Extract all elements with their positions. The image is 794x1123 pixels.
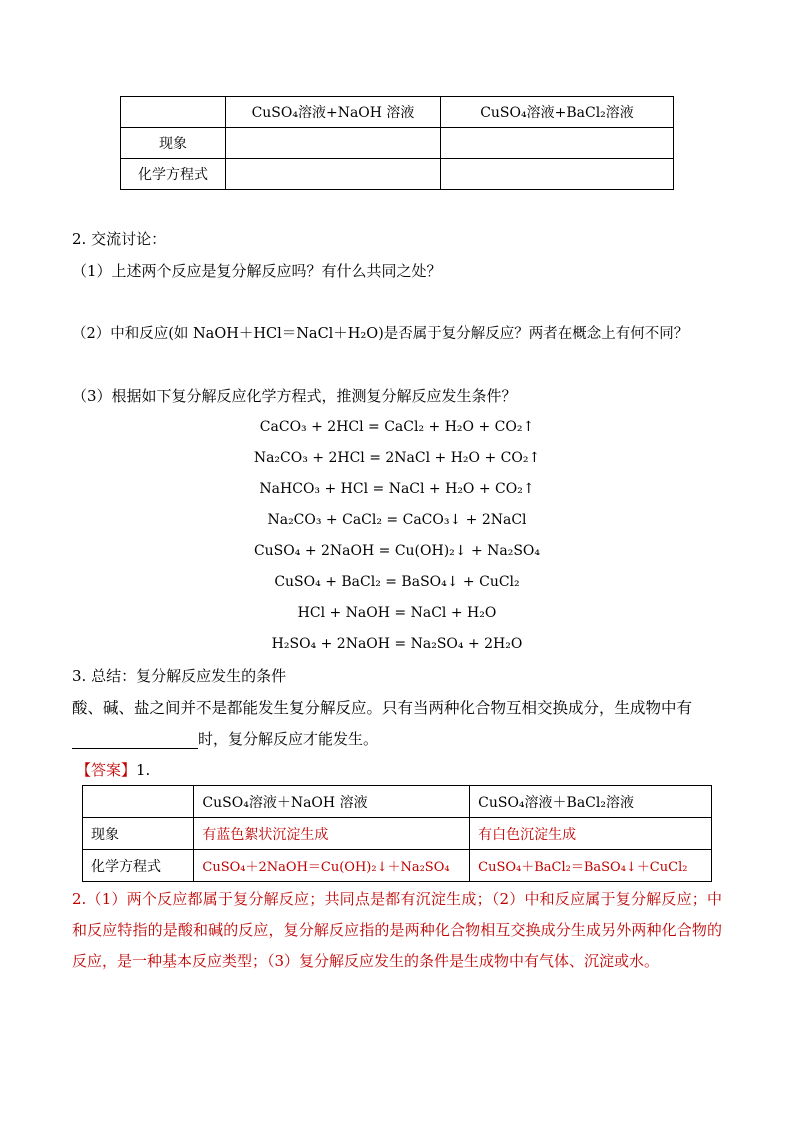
table-row <box>121 159 674 190</box>
equation: HCl + NaOH = NaCl + H₂O <box>297 605 497 621</box>
table-header-cell: CuSO₄溶液＋BaCl₂溶液 <box>470 786 712 818</box>
summary-line-1: 酸、碱、盐之间并不是都能发生复分解反应。只有当两种化合物互相交换成分，生成物中有 <box>72 699 693 717</box>
table-header-cell <box>83 786 194 818</box>
table-header-cell: CuSO₄溶液+NaOH 溶液 <box>226 97 441 128</box>
answer-cell: CuSO₄＋BaCl₂＝BaSO₄↓＋CuCl₂ <box>470 850 712 882</box>
equation: CuSO₄ + BaCl₂ = BaSO₄↓ + CuCl₂ <box>274 574 520 590</box>
summary-line-2 <box>72 729 378 749</box>
table-cell <box>441 159 674 190</box>
summary-line-2-text: 时，复分解反应才能发生。 <box>198 730 379 748</box>
table-row <box>83 850 712 882</box>
equation: Na₂CO₃ + CaCl₂ = CaCO₃↓ + 2NaCl <box>267 512 527 528</box>
equation: CuSO₄ + 2NaOH = Cu(OH)₂↓ + Na₂SO₄ <box>253 543 541 559</box>
question-2: （2）中和反应(如 NaOH＋HCl＝NaCl＋H₂O)是否属于复分解反应？两者在概念上有何不同？ <box>72 326 689 342</box>
table-header-row <box>83 786 712 818</box>
table-header-row <box>121 97 674 128</box>
row-label: 现象 <box>83 818 194 850</box>
table-header-cell <box>121 97 226 128</box>
table-cell <box>226 128 441 159</box>
table-header-cell: CuSO₄溶液＋NaOH 溶液 <box>194 786 470 818</box>
row-label: 现象 <box>121 128 226 159</box>
row-label: 化学方程式 <box>83 850 194 882</box>
answer-cell: 有蓝色絮状沉淀生成 <box>194 818 470 850</box>
equation: Na₂CO₃ + 2HCl = 2NaCl + H₂O + CO₂↑ <box>253 450 541 466</box>
equation: NaHCO₃ + HCl = NaCl + H₂O + CO₂↑ <box>259 481 535 497</box>
table-cell <box>226 159 441 190</box>
section-3-title: 3. 总结：复分解反应发生的条件 <box>72 667 287 685</box>
answer-number: 1. <box>136 761 151 779</box>
answer-cell: 有白色沉淀生成 <box>470 818 712 850</box>
answer-heading <box>76 760 150 780</box>
equation: H₂SO₄ + 2NaOH = Na₂SO₄ + 2H₂O <box>271 636 523 652</box>
table-header-cell: CuSO₄溶液+BaCl₂溶液 <box>441 97 674 128</box>
section-2-title: 2. 交流讨论： <box>72 230 167 248</box>
fill-in-blank <box>72 731 198 749</box>
equation: CaCO₃ + 2HCl = CaCl₂ + H₂O + CO₂↑ <box>259 419 535 435</box>
table-row <box>121 128 674 159</box>
question-3: （3）根据如下复分解反应化学方程式，推测复分解反应发生条件？ <box>72 387 517 405</box>
answer-paragraph: 2.（1）两个反应都属于复分解反应；共同点是都有沉淀生成；（2）中和反应属于复分解反应；中和反应特指的是酸和碱的反应，复分解反应指的是两种化合物相互交换成分生成另外两种化合物的反应，是一种基本反应类型；（3）复分解反应发生的条件是生成物中有气体、沉淀或水。 <box>72 890 722 970</box>
table-row <box>83 818 712 850</box>
answer-cell: CuSO₄＋2NaOH＝Cu(OH)₂↓＋Na₂SO₄ <box>194 850 470 882</box>
answer-label: 【答案】 <box>76 761 137 779</box>
row-label: 化学方程式 <box>121 159 226 190</box>
question-1: （1）上述两个反应是复分解反应吗？有什么共同之处？ <box>72 262 442 280</box>
answer-table <box>82 785 712 882</box>
experiment-table <box>120 96 674 190</box>
table-cell <box>441 128 674 159</box>
